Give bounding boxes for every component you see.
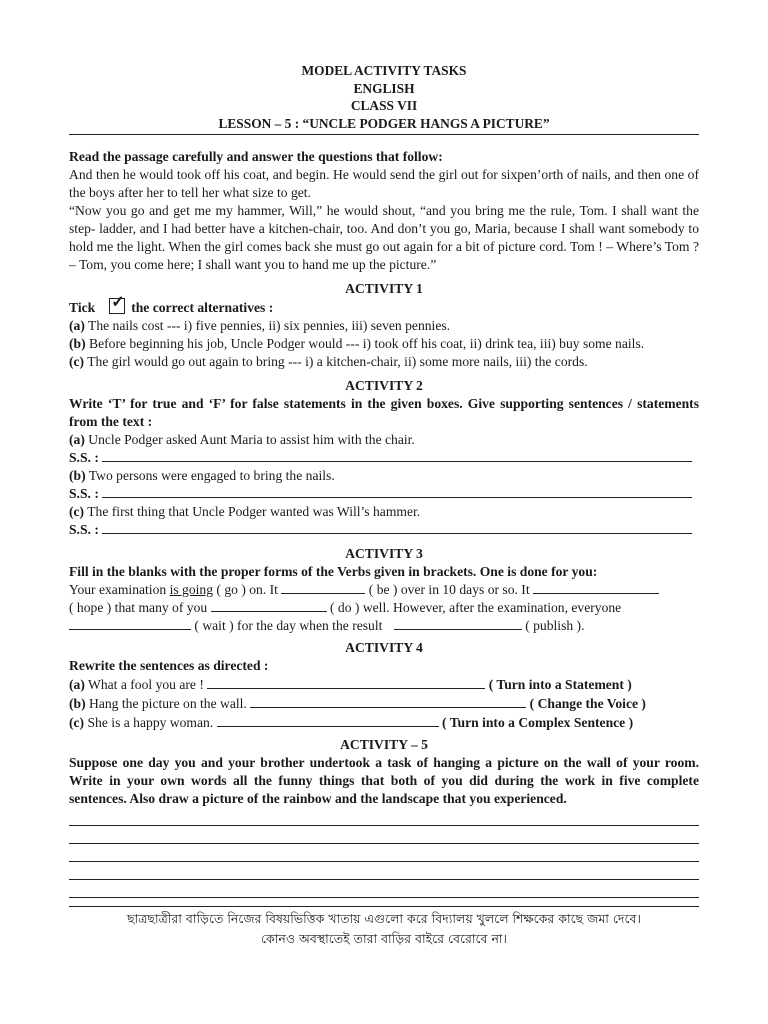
passage-section bbox=[69, 148, 699, 274]
item-label: (b) bbox=[69, 696, 86, 711]
activity-5-answer-lines bbox=[69, 808, 699, 898]
activity-4 bbox=[69, 639, 699, 732]
footer-note bbox=[69, 909, 699, 949]
activity-3-title: ACTIVITY 3 bbox=[345, 546, 423, 561]
activity-4-item-a bbox=[69, 675, 699, 694]
answer-line[interactable] bbox=[69, 880, 699, 898]
rewrite-blank[interactable] bbox=[217, 714, 439, 727]
fill-blank[interactable] bbox=[69, 617, 191, 630]
worksheet-header bbox=[69, 62, 699, 132]
item-label: (b) bbox=[69, 468, 86, 483]
activity-1-item-c bbox=[69, 353, 699, 371]
fill-text: ( wait ) for the day when the result bbox=[194, 618, 383, 633]
item-label: (c) bbox=[69, 715, 85, 730]
activity-2 bbox=[69, 377, 699, 539]
activity-2-item-c bbox=[69, 503, 699, 521]
header-class: CLASS VII bbox=[350, 98, 418, 113]
ss-answer-line[interactable] bbox=[102, 485, 692, 498]
item-label: (a) bbox=[69, 677, 85, 692]
fill-blank[interactable] bbox=[394, 617, 522, 630]
activity-1-instruction: the correct alternatives : bbox=[131, 300, 274, 315]
item-text: The nails cost --- i) five pennies, ii) six pennies, iii) seven pennies. bbox=[88, 318, 451, 333]
fill-text: ( be ) over in 10 days or so. It bbox=[368, 582, 530, 597]
header-subject: ENGLISH bbox=[353, 80, 415, 96]
ss-row-b bbox=[69, 485, 699, 503]
item-text: She is a happy woman. bbox=[87, 715, 214, 730]
item-text: Before beginning his job, Uncle Podger would --- i) took off his coat, ii) drink tea, iii) buy some nails. bbox=[89, 336, 645, 351]
fill-text: Your examination bbox=[69, 582, 167, 597]
fill-blank[interactable] bbox=[211, 599, 327, 612]
tick-word: Tick bbox=[69, 300, 96, 315]
activity-4-item-b bbox=[69, 694, 699, 713]
activity-1-item-b bbox=[69, 335, 699, 353]
item-direction: ( Turn into a Complex Sentence ) bbox=[442, 715, 634, 730]
fill-blank[interactable] bbox=[533, 581, 659, 594]
answer-line[interactable] bbox=[69, 808, 699, 826]
rewrite-blank[interactable] bbox=[207, 676, 485, 689]
activity-3-line-2 bbox=[69, 599, 699, 617]
header-divider bbox=[69, 134, 699, 135]
activity-5 bbox=[69, 736, 699, 898]
ss-answer-line[interactable] bbox=[102, 521, 692, 534]
header-lesson: LESSON – 5 : “UNCLE PODGER HANGS A PICTURE” bbox=[218, 115, 550, 131]
item-text: Uncle Podger asked Aunt Maria to assist him with the chair. bbox=[88, 432, 415, 447]
checkmark-icon: ✓ bbox=[111, 294, 125, 311]
item-label: (b) bbox=[69, 336, 86, 351]
item-label: (a) bbox=[69, 318, 85, 333]
item-direction: ( Turn into a Statement ) bbox=[488, 677, 632, 692]
ss-row-c bbox=[69, 521, 699, 539]
footer-line-2: কোনও অবস্থাতেই তারা বাড়ির বাইরে বেরোবে না। bbox=[260, 931, 508, 946]
item-text: Hang the picture on the wall. bbox=[89, 696, 247, 711]
activity-2-item-a bbox=[69, 431, 699, 449]
item-text: Two persons were engaged to bring the nails. bbox=[88, 468, 335, 483]
activity-5-instruction: Suppose one day you and your brother undertook a task of hanging a picture on the wall of your room. Write in your own words all the funny things that both of you did during the work in five complete sentences. Also draw a picture of the rainbow and the landscape that you experienced. bbox=[69, 755, 699, 806]
activity-1 bbox=[69, 280, 699, 371]
fill-text: ( publish ). bbox=[525, 618, 585, 633]
answer-line[interactable] bbox=[69, 826, 699, 844]
ss-label: S.S. : bbox=[69, 522, 99, 537]
fill-text: ( hope ) that many of you bbox=[69, 600, 208, 615]
ss-label: S.S. : bbox=[69, 486, 99, 501]
passage-para-2: “Now you go and get me my hammer, Will,” he would shout, “and you bring me the rule, Tom. I shall want the step- ladder, and I had better have a kitchen-chair, too. And don’t you go, Maria, because I shall want somebody to hold me the light. When the girl comes back she must go out again for a bit of picture cord. Tom ! – Where’s Tom ? – Tom, you come here; I shall want you to hand me up the picture.” bbox=[69, 203, 699, 272]
fill-blank[interactable] bbox=[281, 581, 365, 594]
activity-4-instruction: Rewrite the sentences as directed : bbox=[69, 658, 269, 673]
activity-1-item-a bbox=[69, 317, 699, 335]
header-title: MODEL ACTIVITY TASKS bbox=[301, 63, 467, 78]
rewrite-blank[interactable] bbox=[250, 695, 526, 708]
activity-3-line-1 bbox=[69, 581, 699, 599]
passage-para-1: And then he would took off his coat, and begin. He would send the girl out for sixpen’orth of nails, and then one of the boys after her to tell her what size to get. bbox=[69, 167, 699, 200]
fill-text: ( do ) well. However, after the examination, everyone bbox=[329, 600, 622, 615]
activity-5-title: ACTIVITY – 5 bbox=[340, 737, 428, 752]
ss-label: S.S. : bbox=[69, 450, 99, 465]
answer-line[interactable] bbox=[69, 862, 699, 880]
activity-2-item-b bbox=[69, 467, 699, 485]
item-text: What a fool you are ! bbox=[88, 677, 204, 692]
passage-instruction: Read the passage carefully and answer the questions that follow: bbox=[69, 149, 443, 164]
item-label: (c) bbox=[69, 354, 85, 369]
fill-text: ( go ) on. It bbox=[216, 582, 278, 597]
item-direction: ( Change the Voice ) bbox=[529, 696, 646, 711]
ss-answer-line[interactable] bbox=[102, 449, 692, 462]
tick-box-icon bbox=[109, 294, 125, 314]
activity-2-title: ACTIVITY 2 bbox=[345, 378, 423, 393]
item-label: (a) bbox=[69, 432, 85, 447]
activity-2-instruction: Write ‘T’ for true and ‘F’ for false statements in the given boxes. Give supporting sentences / statements from the text : bbox=[69, 396, 699, 429]
footer-divider bbox=[69, 906, 699, 907]
item-label: (c) bbox=[69, 504, 85, 519]
activity-3-line-3 bbox=[69, 617, 699, 635]
activity-3 bbox=[69, 545, 699, 635]
activity-4-title: ACTIVITY 4 bbox=[345, 640, 423, 655]
item-text: The first thing that Uncle Podger wanted was Will’s hammer. bbox=[87, 504, 421, 519]
footer-line-1: ছাত্রছাত্রীরা বাড়িতে নিজের বিষয়ভিত্তিক খাতায় এগুলো করে বিদ্যালয় খুললে শিক্ষকের কাছে জমা দেবে। bbox=[127, 911, 641, 926]
activity-3-instruction: Fill in the blanks with the proper forms of the Verbs given in brackets. One is done for you: bbox=[69, 564, 598, 579]
activity-1-instruction-row bbox=[69, 294, 699, 317]
activity-1-title: ACTIVITY 1 bbox=[345, 281, 423, 296]
worksheet-page bbox=[69, 62, 699, 949]
fill-example: is going bbox=[169, 582, 214, 597]
item-text: The girl would go out again to bring --- i) a kitchen-chair, ii) some more nails, iii) the cords. bbox=[87, 354, 588, 369]
answer-line[interactable] bbox=[69, 844, 699, 862]
activity-4-item-c bbox=[69, 713, 699, 732]
ss-row-a bbox=[69, 449, 699, 467]
